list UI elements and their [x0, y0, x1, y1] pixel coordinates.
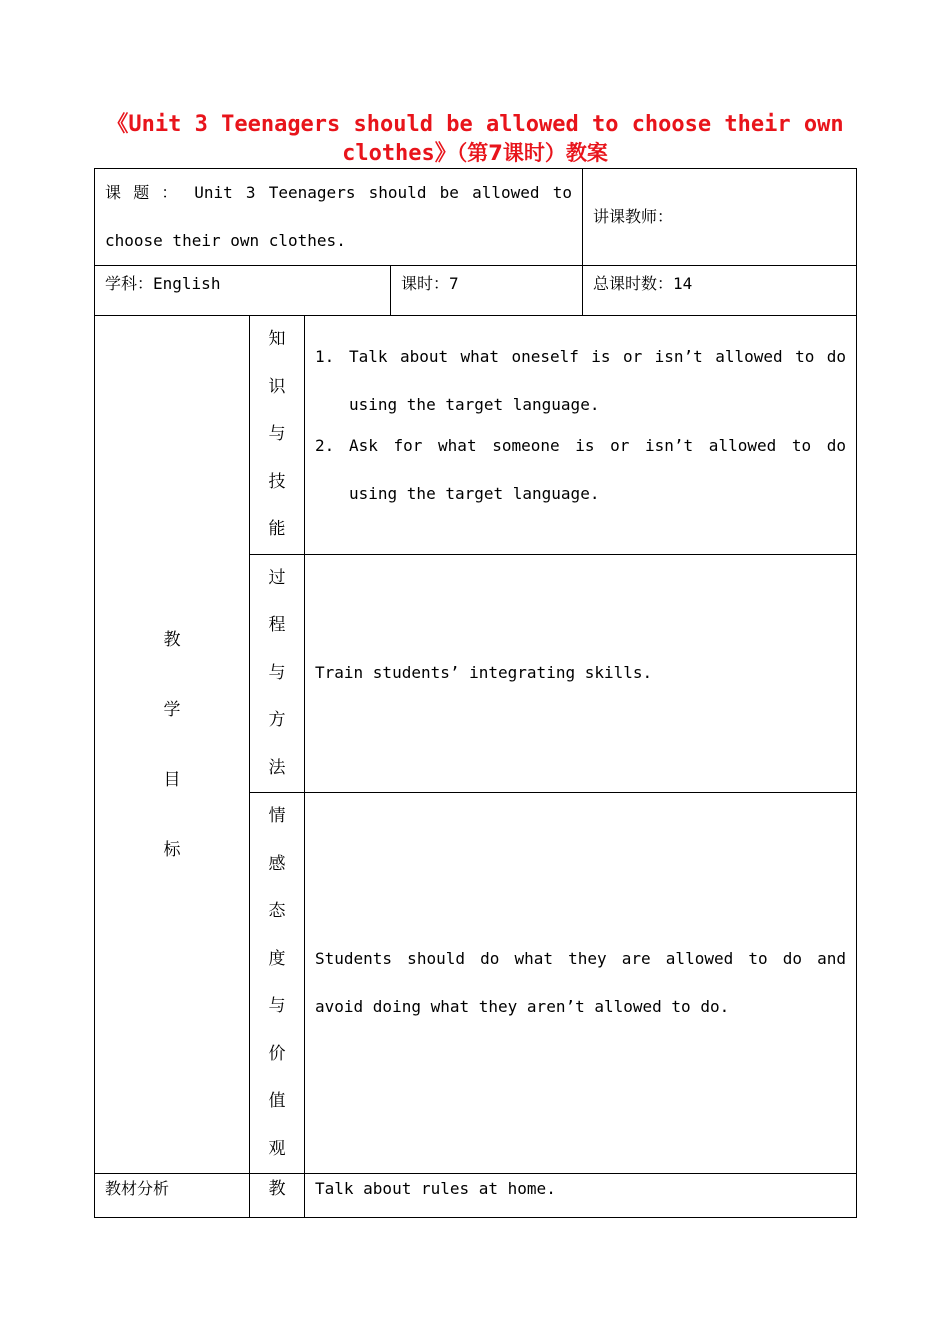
- topic-label: 课 题 ：: [105, 183, 181, 202]
- emotion-text: Students should do what they are allowed to do and avoid doing what they aren’t allowed to do.: [315, 949, 847, 1016]
- emotion-label-cell: [250, 793, 305, 1174]
- process-text: Train students’ integrating skills.: [315, 663, 653, 683]
- process-label: 过 程 与 方 法: [268, 567, 286, 778]
- title-line-2: [95, 139, 855, 168]
- subject-row: [95, 266, 857, 316]
- emotion-label: 情 感 态 度 与 价 值 观: [268, 806, 286, 1159]
- document-title: [95, 110, 855, 168]
- teacher-label: 讲课教师：: [593, 207, 674, 226]
- objectives-label: 教 学 目 标: [163, 629, 181, 860]
- lesson-plan-table: [94, 168, 857, 1218]
- title-line-2-chinese: （第7课时）教案: [456, 141, 608, 165]
- topic-cell: [95, 169, 583, 266]
- analysis-sub-label: 教: [268, 1179, 286, 1199]
- topic-row: [95, 169, 857, 266]
- knowledge-list: [305, 316, 856, 518]
- analysis-text: Talk about rules at home.: [315, 1179, 556, 1198]
- knowledge-label-cell: [250, 316, 305, 555]
- analysis-label: 教材分析: [105, 1179, 170, 1198]
- emotion-content-cell: [305, 793, 857, 1174]
- subject-label: 学科：: [105, 274, 154, 293]
- knowledge-label: 知 识 与 技 能: [268, 329, 286, 539]
- total-periods-cell: [583, 266, 857, 316]
- objectives-label-cell: [95, 316, 250, 1174]
- total-periods-value: 14: [673, 274, 693, 293]
- knowledge-content-cell: [305, 316, 857, 555]
- period-cell: [391, 266, 583, 316]
- title-line-1: 《Unit 3 Teenagers should be allowed to choose their own: [106, 112, 844, 137]
- process-content-cell: [305, 554, 857, 793]
- list-item: 1. Talk about what oneself is or isn’t allowed to do using the target language.: [315, 347, 847, 414]
- teacher-cell: [583, 169, 857, 266]
- knowledge-row: [95, 316, 857, 555]
- process-label-cell: [250, 554, 305, 793]
- analysis-content-cell: [305, 1174, 857, 1218]
- subject-value: English: [153, 274, 221, 293]
- title-line-2-english: clothes》: [342, 141, 457, 166]
- list-item: 2. Ask for what someone is or isn’t allowed to do using the target language.: [315, 436, 847, 503]
- subject-cell: [95, 266, 391, 316]
- analysis-label-cell: [95, 1174, 250, 1218]
- analysis-sub-label-cell: [250, 1174, 305, 1218]
- period-value: 7: [449, 274, 459, 293]
- total-periods-label: 总课时数：: [593, 274, 674, 293]
- topic-value: Unit 3 Teenagers should be allowed to choose their own clothes.: [105, 183, 573, 250]
- analysis-row: [95, 1174, 857, 1218]
- period-label: 课时：: [401, 274, 450, 293]
